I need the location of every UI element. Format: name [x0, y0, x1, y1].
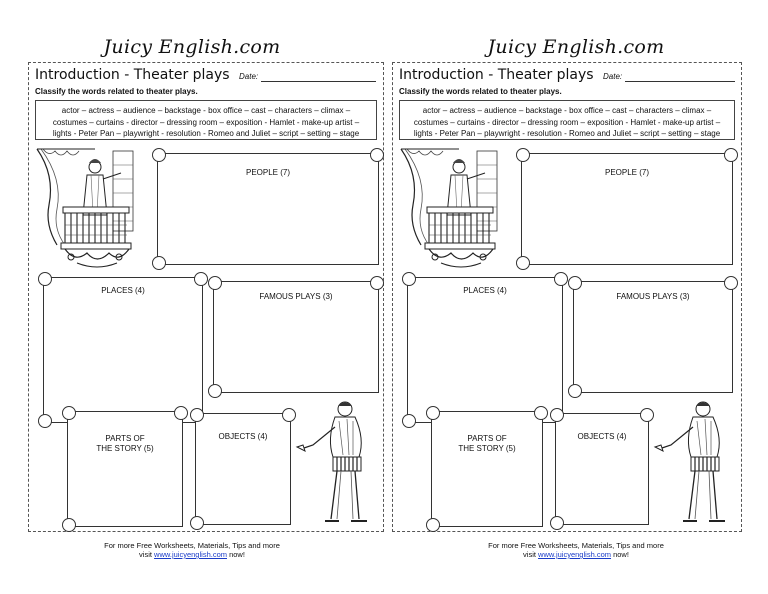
objects-label: OBJECTS (4)	[218, 432, 268, 441]
places-label: PLACES (4)	[463, 286, 507, 295]
footer-visit-text: visit	[523, 550, 539, 559]
scroll-curl-icon	[38, 414, 52, 428]
scroll-curl-icon	[370, 276, 384, 290]
footer-end-text: now!	[227, 550, 245, 559]
scroll-curl-icon	[38, 272, 52, 286]
scroll-curl-icon	[194, 272, 208, 286]
date-label: Date:	[239, 72, 259, 81]
people-box[interactable]	[521, 153, 733, 265]
worksheet-right	[384, 0, 768, 594]
footer-line1: For more Free Worksheets, Materials, Tips and more	[104, 541, 280, 550]
places-box[interactable]	[407, 277, 563, 423]
people-label: PEOPLE (7)	[245, 168, 290, 177]
scroll-curl-icon	[190, 408, 204, 422]
worksheet-frame	[28, 62, 384, 532]
date-field[interactable]	[625, 81, 735, 82]
scroll-curl-icon	[402, 414, 416, 428]
places-label: PLACES (4)	[101, 286, 145, 295]
parts-of-story-label	[68, 434, 182, 454]
famous-plays-label: FAMOUS PLAYS (3)	[259, 292, 333, 301]
brand-logo: Juicy English.com	[103, 36, 281, 58]
scroll-curl-icon	[568, 384, 582, 398]
romeo-illustration	[653, 399, 737, 529]
footer-visit-text: visit	[139, 550, 155, 559]
scroll-curl-icon	[190, 516, 204, 530]
people-label: PEOPLE (7)	[604, 168, 649, 177]
scroll-curl-icon	[62, 406, 76, 420]
objects-box[interactable]	[555, 413, 649, 525]
footer-link[interactable]: www.juicyenglish.com	[538, 550, 611, 559]
scroll-curl-icon	[402, 272, 416, 286]
famous-plays-box[interactable]	[573, 281, 733, 393]
footer-link[interactable]: www.juicyenglish.com	[154, 550, 227, 559]
places-box[interactable]	[43, 277, 203, 423]
scroll-curl-icon	[426, 406, 440, 420]
scroll-curl-icon	[534, 406, 548, 420]
word-bank-line: costumes – curtains - director – dressing room – exposition - Hamlet - make-up artist –	[52, 117, 360, 127]
worksheet-title: Introduction - Theater plays	[35, 67, 230, 83]
brand-logo: Juicy English.com	[487, 36, 665, 58]
word-bank	[35, 100, 377, 140]
worksheet-frame	[392, 62, 742, 532]
word-bank-line: lights - Peter Pan – playwright - resolution - Romeo and Juliet – script – setting – stage	[413, 129, 721, 138]
parts-label-line1: PARTS OF	[105, 434, 145, 443]
balcony-juliet-illustration	[35, 145, 155, 273]
worksheet-title: Introduction - Theater plays	[399, 67, 594, 83]
date-field[interactable]	[261, 81, 376, 82]
footer-line2	[384, 550, 768, 559]
word-bank-line: actor – actress – audience – backstage - box office – cast – characters – climax –	[61, 106, 351, 115]
objects-box[interactable]	[195, 413, 291, 525]
footer-line1: For more Free Worksheets, Materials, Tips and more	[488, 541, 664, 550]
balcony-juliet-illustration	[399, 145, 519, 273]
word-bank-line: actor – actress – audience – backstage - box office – cast – characters – climax –	[422, 106, 712, 115]
instruction-text: Classify the words related to theater plays.	[35, 87, 198, 96]
scroll-curl-icon	[516, 256, 530, 270]
famous-plays-box[interactable]	[213, 281, 379, 393]
scroll-curl-icon	[568, 276, 582, 290]
footer	[384, 541, 768, 559]
scroll-curl-icon	[370, 148, 384, 162]
scroll-curl-icon	[62, 518, 76, 532]
romeo-illustration	[295, 399, 379, 529]
scroll-curl-icon	[724, 276, 738, 290]
scroll-curl-icon	[282, 408, 296, 422]
scroll-curl-icon	[208, 276, 222, 290]
scroll-curl-icon	[174, 406, 188, 420]
parts-of-story-box[interactable]	[431, 411, 543, 527]
parts-label-line2: THE STORY (5)	[458, 444, 516, 453]
footer-end-text: now!	[611, 550, 629, 559]
scroll-curl-icon	[640, 408, 654, 422]
scroll-curl-icon	[426, 518, 440, 532]
scroll-curl-icon	[208, 384, 222, 398]
date-label: Date:	[603, 72, 623, 81]
objects-label: OBJECTS (4)	[577, 432, 627, 441]
scroll-curl-icon	[550, 408, 564, 422]
scroll-curl-icon	[550, 516, 564, 530]
scroll-curl-icon	[554, 272, 568, 286]
parts-label-line2: THE STORY (5)	[96, 444, 154, 453]
footer	[0, 541, 384, 559]
instruction-text: Classify the words related to theater plays.	[399, 87, 562, 96]
scroll-curl-icon	[724, 148, 738, 162]
word-bank-line: lights - Peter Pan – playwright - resolution - Romeo and Juliet – script – setting – stage	[52, 129, 360, 138]
scroll-curl-icon	[152, 256, 166, 270]
parts-of-story-label	[432, 434, 542, 454]
word-bank	[399, 100, 735, 140]
scroll-curl-icon	[516, 148, 530, 162]
scroll-curl-icon	[152, 148, 166, 162]
parts-label-line1: PARTS OF	[467, 434, 507, 443]
famous-plays-label: FAMOUS PLAYS (3)	[616, 292, 690, 301]
word-bank-line: costumes – curtains - director – dressing room – exposition - Hamlet - make-up artist –	[413, 117, 721, 127]
people-box[interactable]	[157, 153, 379, 265]
parts-of-story-box[interactable]	[67, 411, 183, 527]
footer-line2	[0, 550, 384, 559]
